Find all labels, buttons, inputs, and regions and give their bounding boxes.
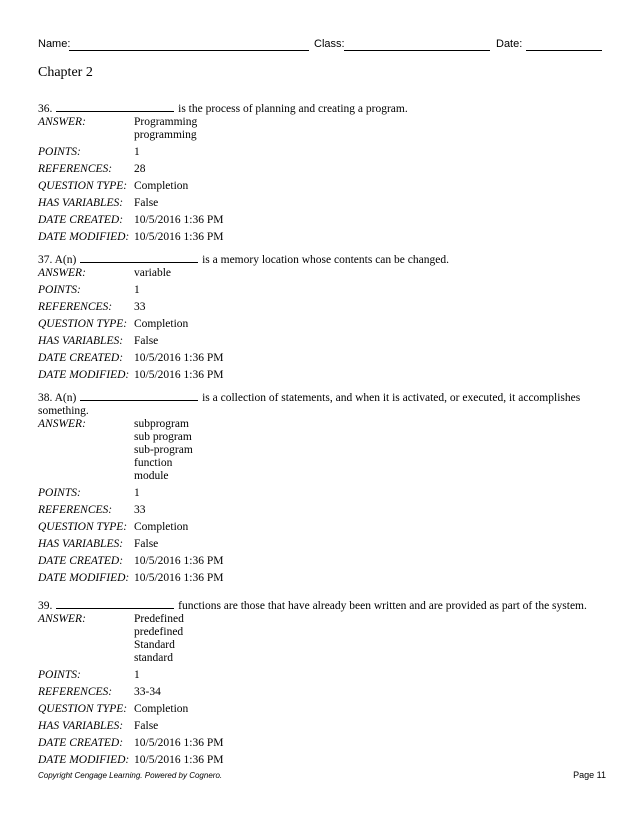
date-created-value: 10/5/2016 1:36 PM [134, 214, 224, 226]
date-created-value: 10/5/2016 1:36 PM [134, 352, 224, 364]
answer-values [134, 418, 604, 483]
date-modified-row [38, 231, 604, 244]
date-modified-label: DATE MODIFIED: [38, 754, 130, 766]
answer-value: predefined [134, 626, 184, 638]
answer-label: ANSWER: [38, 613, 86, 625]
points-label: POINTS: [38, 146, 81, 158]
answer-label: ANSWER: [38, 116, 86, 128]
question-text-after: is a collection of statements, and when it is activated, or executed, it accomplishes something. [38, 392, 581, 417]
copyright-text: Copyright Cengage Learning. Powered by Cognero. [38, 771, 223, 780]
points-row [38, 669, 604, 682]
points-label: POINTS: [38, 669, 81, 681]
has-variables-value: False [134, 538, 159, 550]
question-type-value: Completion [134, 318, 189, 330]
date-label: Date: [496, 38, 523, 50]
answer-value: programming [134, 129, 197, 141]
date-modified-value: 10/5/2016 1:36 PM [134, 572, 224, 584]
date-modified-row [38, 754, 604, 767]
chapter-title: Chapter 2 [38, 65, 93, 80]
question-text-after: is a memory location whose contents can be changed. [202, 254, 449, 266]
references-value: 33 [134, 504, 146, 516]
question-38 [38, 390, 604, 585]
date-created-row [38, 214, 604, 227]
question-text [38, 598, 604, 613]
date-modified-value: 10/5/2016 1:36 PM [134, 754, 224, 766]
answer-value: variable [134, 267, 172, 279]
has-variables-label: HAS VARIABLES: [38, 335, 124, 347]
references-row [38, 504, 604, 517]
references-value: 28 [134, 163, 146, 175]
question-number: 36. [38, 103, 53, 115]
points-value: 1 [134, 669, 140, 681]
question-text-after: functions are those that have already been written and are provided as part of the system. [178, 600, 587, 612]
date-modified-row [38, 369, 604, 382]
date-created-label: DATE CREATED: [38, 214, 124, 226]
has-variables-label: HAS VARIABLES: [38, 720, 124, 732]
references-label: REFERENCES: [38, 504, 113, 516]
class-label: Class: [314, 38, 345, 50]
has-variables-value: False [134, 335, 159, 347]
date-created-label: DATE CREATED: [38, 352, 124, 364]
answer-value: Standard [134, 639, 175, 651]
answer-value: Predefined [134, 613, 184, 625]
points-value: 1 [134, 284, 140, 296]
points-label: POINTS: [38, 487, 81, 499]
points-label: POINTS: [38, 284, 81, 296]
question-number: 37. [38, 254, 53, 266]
answer-label: ANSWER: [38, 418, 86, 430]
question-number: 39. [38, 600, 53, 612]
date-created-label: DATE CREATED: [38, 737, 124, 749]
question-type-label: QUESTION TYPE: [38, 318, 128, 330]
date-modified-value: 10/5/2016 1:36 PM [134, 369, 224, 381]
answer-values [134, 613, 604, 665]
question-type-row [38, 521, 604, 534]
answer-value: sub program [134, 431, 192, 443]
question-text-after: is the process of planning and creating a program. [178, 103, 408, 115]
date-created-row [38, 352, 604, 365]
has-variables-label: HAS VARIABLES: [38, 197, 124, 209]
question-type-row [38, 180, 604, 193]
answer-blank [80, 390, 198, 401]
answer-value: function [134, 457, 173, 469]
name-blank-line [69, 50, 309, 51]
date-modified-label: DATE MODIFIED: [38, 572, 130, 584]
answer-value: sub-program [134, 444, 193, 456]
name-label: Name: [38, 38, 71, 50]
points-row [38, 146, 604, 159]
date-blank-line [526, 50, 602, 51]
question-37 [38, 252, 604, 382]
has-variables-value: False [134, 197, 159, 209]
date-created-value: 10/5/2016 1:36 PM [134, 737, 224, 749]
has-variables-label: HAS VARIABLES: [38, 538, 124, 550]
references-label: REFERENCES: [38, 301, 113, 313]
answer-label: ANSWER: [38, 267, 86, 279]
question-type-label: QUESTION TYPE: [38, 180, 128, 192]
references-value: 33 [134, 301, 146, 313]
question-text [38, 101, 604, 116]
question-type-row [38, 318, 604, 331]
question-type-label: QUESTION TYPE: [38, 703, 128, 715]
question-prefix: A(n) [54, 392, 77, 404]
question-type-row [38, 703, 604, 716]
answer-values [134, 267, 604, 280]
points-row [38, 487, 604, 500]
points-value: 1 [134, 146, 140, 158]
question-number: 38. [38, 392, 53, 404]
class-blank-line [344, 50, 490, 51]
answer-blank [56, 101, 174, 112]
answer-row [38, 418, 604, 483]
has-variables-row [38, 538, 604, 551]
question-text [38, 390, 604, 418]
date-created-value: 10/5/2016 1:36 PM [134, 555, 224, 567]
answer-value: Programming [134, 116, 198, 128]
page-number: Page 11 [573, 770, 606, 780]
points-row [38, 284, 604, 297]
question-type-value: Completion [134, 180, 189, 192]
question-36 [38, 101, 604, 244]
answer-blank [80, 252, 198, 263]
references-value: 33-34 [134, 686, 161, 698]
references-label: REFERENCES: [38, 686, 113, 698]
question-39 [38, 598, 604, 767]
answer-value: module [134, 470, 169, 482]
answer-values [134, 116, 604, 142]
question-prefix: A(n) [54, 254, 77, 266]
page-footer [38, 769, 606, 783]
answer-blank [56, 598, 174, 609]
question-type-value: Completion [134, 703, 189, 715]
references-row [38, 686, 604, 699]
answer-row [38, 116, 604, 142]
has-variables-row [38, 720, 604, 733]
answer-value: subprogram [134, 418, 189, 430]
answer-value: standard [134, 652, 173, 664]
date-created-label: DATE CREATED: [38, 555, 124, 567]
date-modified-value: 10/5/2016 1:36 PM [134, 231, 224, 243]
has-variables-row [38, 335, 604, 348]
has-variables-value: False [134, 720, 159, 732]
answer-row [38, 613, 604, 665]
references-row [38, 163, 604, 176]
points-value: 1 [134, 487, 140, 499]
has-variables-row [38, 197, 604, 210]
answer-row [38, 267, 604, 280]
question-text [38, 252, 604, 267]
date-modified-label: DATE MODIFIED: [38, 369, 130, 381]
date-created-row [38, 737, 604, 750]
student-info-header [38, 36, 602, 52]
question-type-value: Completion [134, 521, 189, 533]
references-label: REFERENCES: [38, 163, 113, 175]
date-modified-row [38, 572, 604, 585]
date-created-row [38, 555, 604, 568]
date-modified-label: DATE MODIFIED: [38, 231, 130, 243]
question-type-label: QUESTION TYPE: [38, 521, 128, 533]
references-row [38, 301, 604, 314]
